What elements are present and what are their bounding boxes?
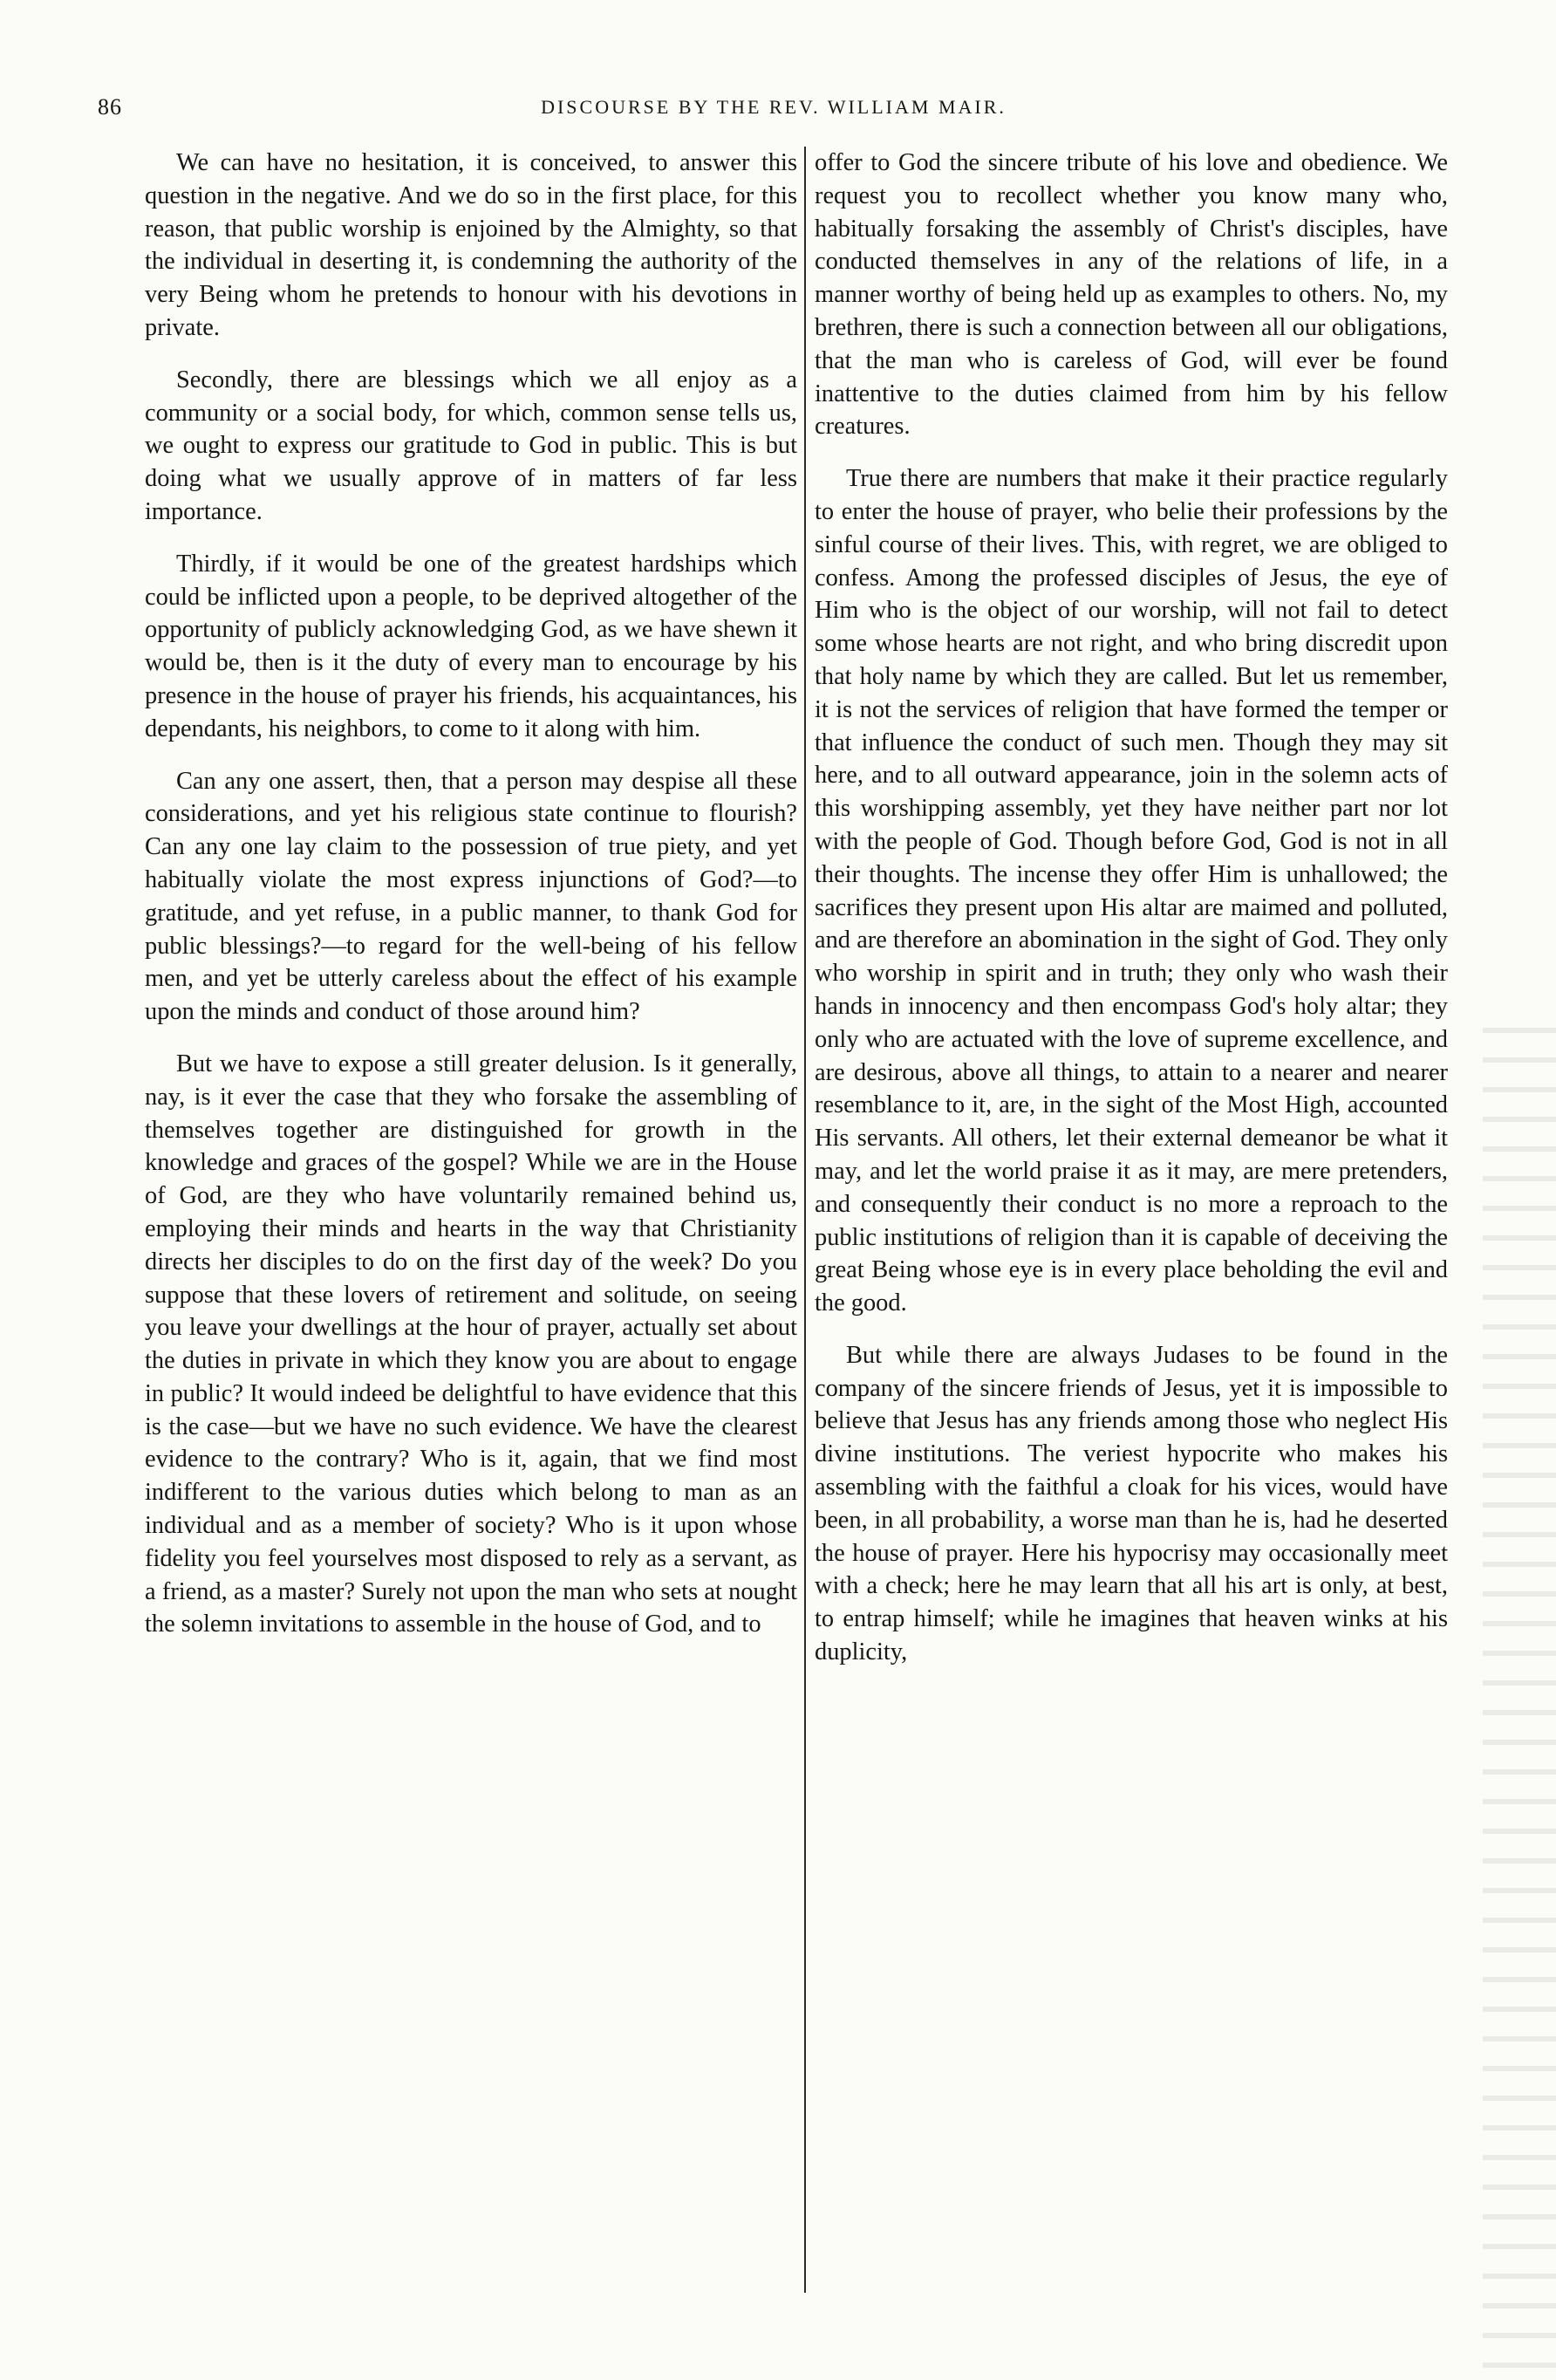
right-column [815,147,1448,2293]
paragraph: Can any one assert, then, that a person may despise all these considerations, and yet his religious state continue to flourish? Can any one lay claim to the possession of true piety, and yet habitually violate the most express injunctions of God?—to gratitude, and yet refuse, in a public manner, to thank God for public blessings?—to regard for the well-being of his fellow men, and yet be utterly careless about the effect of his example upon the minds and conduct of those around him? [145,767,797,1026]
paragraph: offer to God the sincere tribute of his love and obedience. We request you to recollect whether you know many who, habitually forsaking the assembly of Christ's disciples, have conducted themselves in any of the relations of life, in a manner worthy of being held up as examples to others. No, my brethren, there is such a connection between all our obligations, that the man who is careless of God, will ever be found inattentive to the duties claimed from him by his fellow creatures. [815,149,1448,441]
paragraph: Secondly, there are blessings which we all enjoy as a community or a social body, for which, common sense tells us, we ought to express our gratitude to God in public. This is but doing what we usually approve of in matters of far less importance. [145,366,797,525]
left-column [145,147,797,2293]
page-header [98,94,1450,129]
paragraph: Thirdly, if it would be one of the greatest hardships which could be inflicted upon a people, to be deprived altogether of the opportunity of publicly acknowledging God, as we have shewn it would be, then is it the duty of every man to encourage by his presence in the house of prayer his friends, his acquaintances, his dependants, his neighbors, to come to it along with him. [145,550,797,742]
paragraph: But while there are always Judases to be found in the company of the sincere friends of Jesus, yet it is impossible to believe that Jesus has any friends among those who neglect His divine institutions. The veriest hypocrite who makes his assembling with the faithful a cloak for his vices, would have been, in all probability, a worse man than he is, had he deserted the house of prayer. Here his hypocrisy may occasionally meet with a check; here he may learn that all his art is only, at best, to entrap himself; while he imagines that heaven winks at his duplicity, [815,1341,1448,1666]
scan-margin-bleed [1483,1003,1556,2380]
paragraph: We can have no hesitation, it is conceived, to answer this question in the negative. And we do so in the first place, for this reason, that public worship is enjoined by the Almighty, so that the individual in deserting it, is condemning the authority of the very Being whom he pretends to honour with his devotions in private. [145,149,797,341]
running-head: DISCOURSE BY THE REV. WILLIAM MAIR. [541,96,1007,118]
page-number: 86 [98,94,122,120]
paragraph: But we have to expose a still greater delusion. Is it generally, nay, is it ever the case that they who forsake the assembling of themselves together are distinguished for growth in the knowledge and graces of the gospel? While we are in the House of God, are they who have voluntarily remained behind us, employing their minds and hearts in the way that Christianity directs her disciples to do on the first day of the week? Do you suppose that these lovers of retirement and solitude, on seeing you leave your dwellings at the hour of prayer, actually set about the duties in private in which they know you are about to engage in public? It would indeed be delightful to have evidence that this is the case—but we have no such evidence. We have the clearest evidence to the contrary? Who is it, again, that we find most indifferent to the various duties which belong to man as an individual and as a member of society? Who is it upon whose fidelity you feel yourselves most disposed to rely as a servant, as a friend, as a master? Surely not upon the man who sets at nought the solemn invitations to assemble in the house of God, and to [145,1050,797,1638]
paragraph: True there are numbers that make it their practice regularly to enter the house of prayer, who belie their professions by the sinful course of their lives. This, with regret, we are obliged to confess. Among the professed disciples of Jesus, the eye of Him who is the object of our worship, will not fail to detect some whose hearts are not right, and who bring discredit upon that holy name by which they are called. But let us remember, it is not the services of religion that have formed the temper or that influence the conduct of such men. Though they may sit here, and to all outward appearance, join in the solemn acts of this worshipping assembly, yet they have neither part nor lot with the people of God. Though before God, God is not in all their thoughts. The incense they offer Him is unhallowed; the sacrifices they present upon His altar are maimed and polluted, and are therefore an abomination in the sight of God. They only who worship in spirit and in truth; they only who wash their hands in innocency and then encompass God's holy altar; they only who are actuated with the love of supreme excellence, and are desirous, above all things, to attain to a nearer and nearer resemblance to it, are, in the sight of the Most High, accounted His servants. All others, let their external demeanor be what it may, and let the world praise it as it may, are mere pretenders, and consequently their conduct is no more a reproach to the public institutions of religion than it is capable of deceiving the great Being whose eye is in every place beholding the evil and the good. [815,465,1448,1317]
column-divider [804,147,806,2293]
